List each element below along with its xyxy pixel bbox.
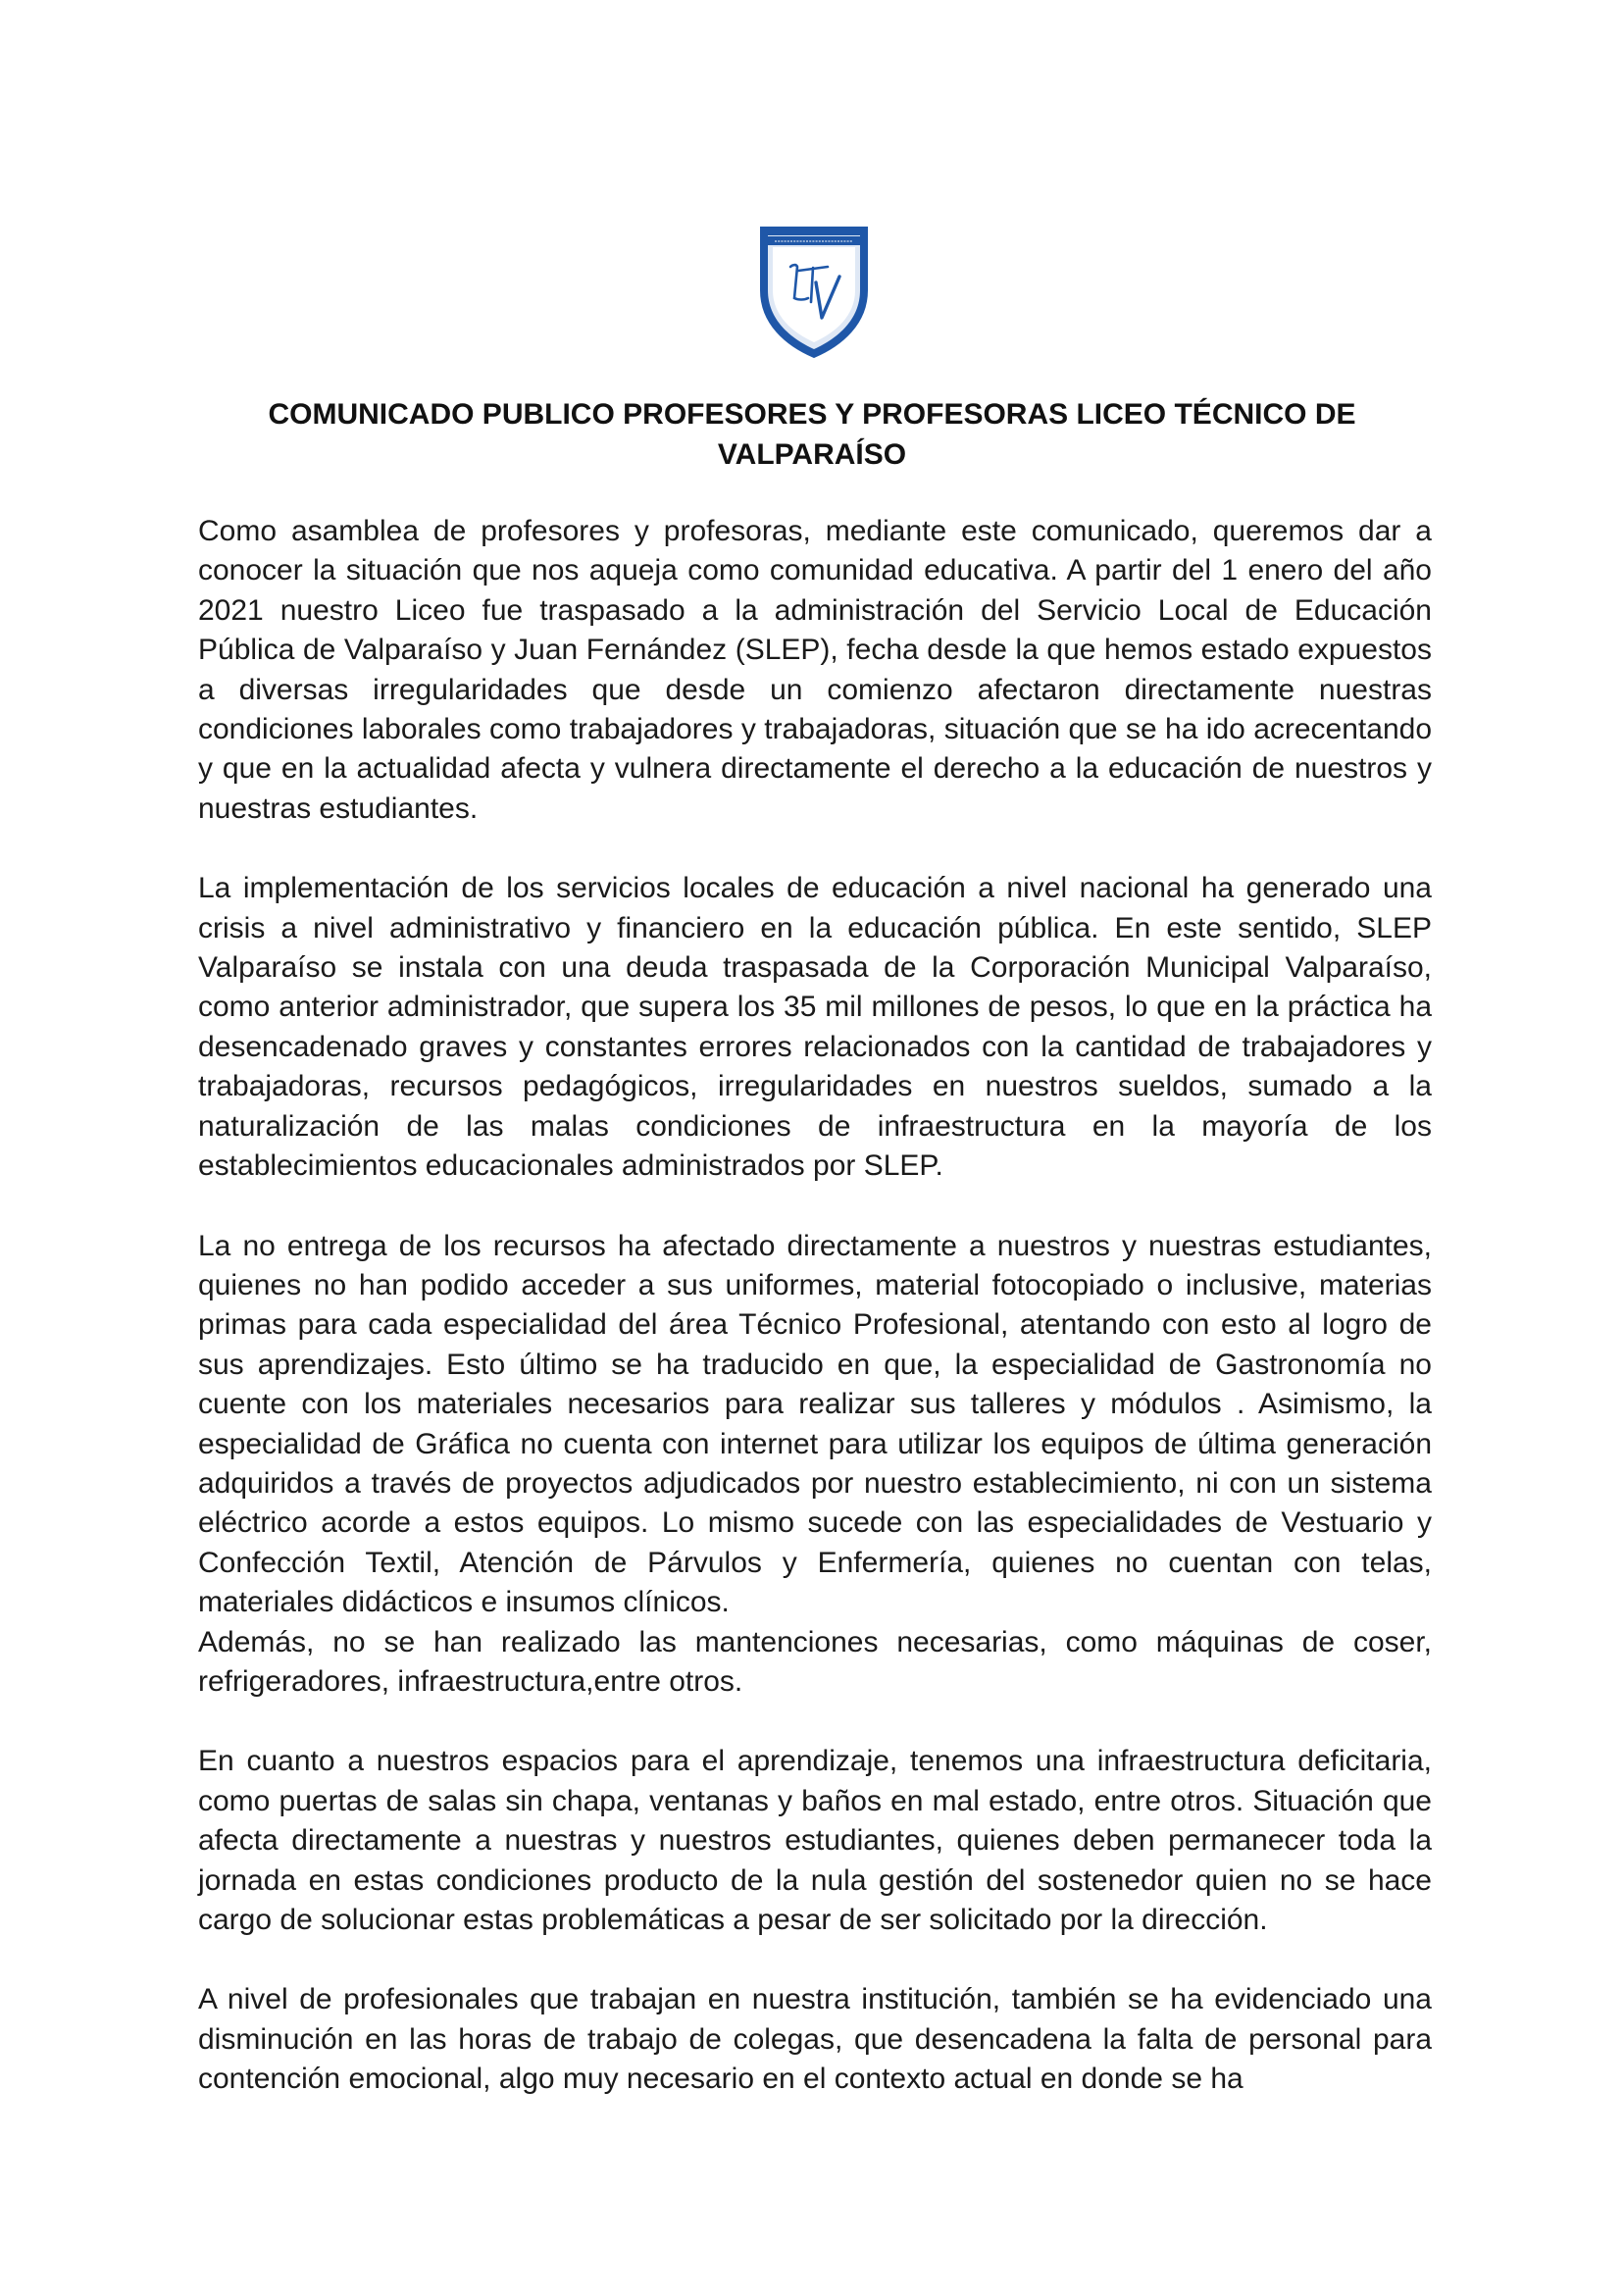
school-crest-logo — [755, 222, 873, 361]
document-title: COMUNICADO PUBLICO PROFESORES Y PROFESORAS LICEO TÉCNICO DE VALPARAÍSO — [268, 398, 1356, 471]
paragraph-3: La no entrega de los recursos ha afectado directamente a nuestros y nuestras estudiantes, quienes no han podido acceder a sus uniformes, material fotocopiado o inclusive, materias primas para cada especialidad del área Técnico Profesional, atentando con esto al logro de sus aprendizajes. Esto último se ha traducido en que, la especialidad de Gastronomía no cuente con los materiales necesarios para realizar sus talleres y módulos . Asimismo, la especialidad de Gráfica no cuenta con internet para utilizar los equipos de última generación adquiridos a través de proyectos adjudicados por nuestro establecimiento, ni con un sistema eléctrico acorde a estos equipos. Lo mismo sucede con las especialidades de Vestuario y Confección Textil, Atención de Párvulos y Enfermería, quienes no cuentan con telas, materiales didácticos e insumos clínicos. — [198, 1229, 1432, 1619]
paragraph-1: Como asamblea de profesores y profesoras, mediante este comunicado, queremos dar a conocer la situación que nos aqueja como comunidad educativa. A partir del 1 enero del año 2021 nuestro Liceo fue traspasado a la administración del Servicio Local de Educación Pública de Valparaíso y Juan Fernández (SLEP), fecha desde la que hemos estado expuestos a diversas irregularidades que desde un comienzo afectaron directamente nuestras condiciones laborales como trabajadores y trabajadoras, situación que se ha ido acrecentando y que en la actualidad afecta y vulnera directamente el derecho a la educación de nuestros y nuestras estudiantes. — [198, 515, 1432, 825]
shield-icon — [755, 222, 873, 361]
document-body — [198, 512, 1432, 2140]
paragraph-5: En cuanto a nuestros espacios para el aprendizaje, tenemos una infraestructura deficitaria, como puertas de salas sin chapa, ventanas y baños en mal estado, entre otros. Situación que afecta directamente a nuestras y nuestros estudiantes, quienes deben permanecer toda la jornada en estas condiciones producto de la nula gestión del sostenedor quien no se hace cargo de solucionar estas problemáticas a pesar de ser solicitado por la dirección. — [198, 1745, 1432, 1936]
paragraph-4: Además, no se han realizado las mantenciones necesarias, como máquinas de coser, refrigeradores, infraestructura,entre otros. — [198, 1625, 1432, 1698]
paragraph-2: La implementación de los servicios locales de educación a nivel nacional ha generado una crisis a nivel administrativo y financiero en la educación pública. En este sentido, SLEP Valparaíso se instala con una deuda traspasada de la Corporación Municipal Valparaíso, como anterior administrador, que supera los 35 mil millones de pesos, lo que en la práctica ha desencadenado graves y constantes errores relacionados con la cantidad de trabajadores y trabajadoras, recursos pedagógicos, irregularidades en nuestros sueldos, sumado a la naturalización de las malas condiciones de infraestructura en la mayoría de los establecimientos educacionales administrados por SLEP. — [198, 872, 1432, 1183]
paragraph-6: A nivel de profesionales que trabajan en nuestra institución, también se ha evidenciado una disminución en las horas de trabajo de colegas, que desencadena la falta de personal para contención emocional, algo muy necesario en el contexto actual en donde se ha — [198, 1983, 1432, 2096]
